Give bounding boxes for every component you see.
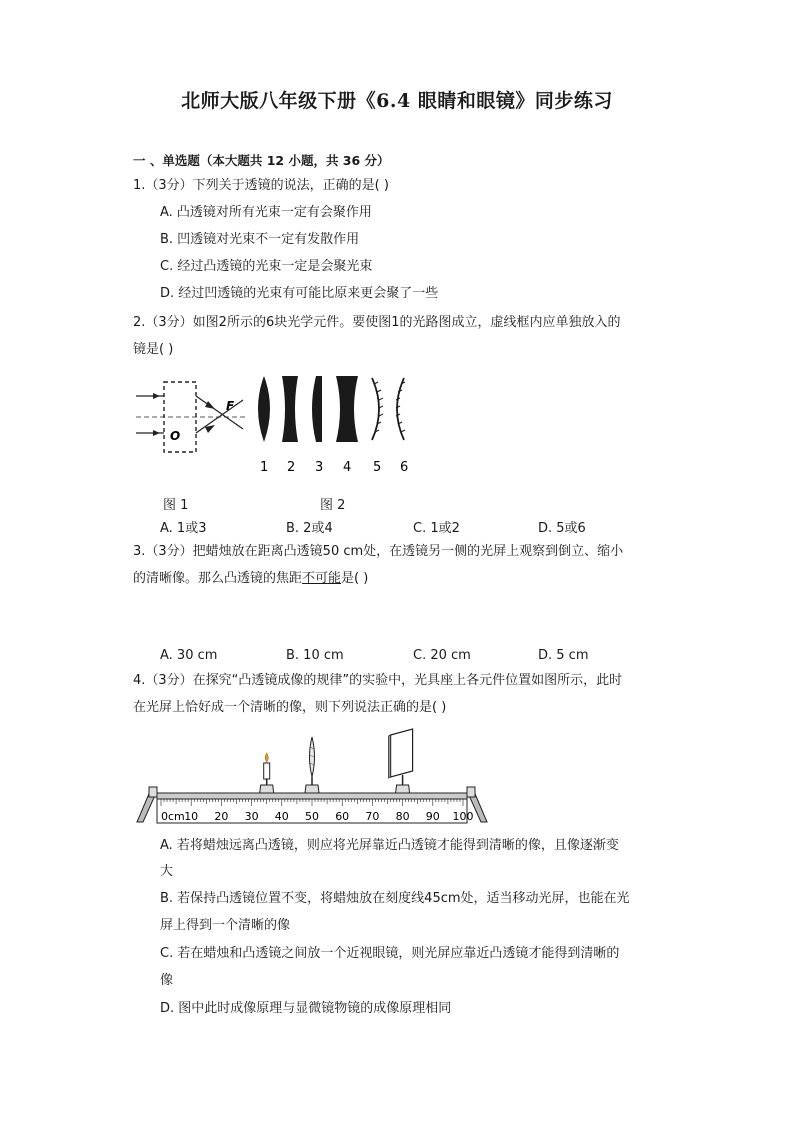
question-3-option-d: D. 5 cm — [538, 648, 589, 663]
lens-number-3: 3 — [315, 460, 324, 475]
outgoing-ray-top — [196, 396, 243, 429]
optical-center-label: O — [170, 429, 181, 443]
question-4-option-a-line-1: A. 若将蜡烛远离凸透镜，则应将光屏靠近凸透镜才能得到清晰的像，且像逐渐变 — [160, 838, 619, 853]
convex-lens — [305, 737, 319, 793]
bench-end-right — [467, 787, 475, 797]
ruler-tick-label: 60 — [335, 810, 350, 823]
question-1-option-a: A. 凸透镜对所有光束一定有会聚作用 — [160, 205, 372, 220]
lens-number-4: 4 — [343, 460, 352, 475]
question-4-stem-line-2: 在光屏上恰好成一个清晰的像，则下列说法正确的是( ) — [133, 700, 447, 715]
lens-3-convex — [312, 376, 322, 442]
figure-2-optical-elements — [252, 372, 420, 477]
optical-bench-figure — [133, 727, 491, 827]
lens-number-1: 1 — [260, 460, 269, 475]
question-4-option-c-line-2: 像 — [160, 973, 174, 988]
question-3-stem-emphasis: 不可能 — [302, 571, 342, 586]
question-2-stem-line-1: 2.（3分）如图2所示的6块光学元件。要使图1的光路图成立，虚线框内应单独放入的 — [133, 315, 621, 330]
ruler-tick-label: 10 — [184, 810, 199, 823]
bench-rail — [157, 793, 467, 799]
ruler-tick-label: 90 — [425, 810, 440, 823]
question-3-option-a: A. 30 cm — [160, 648, 218, 663]
question-3-stem-line-2 — [133, 565, 368, 592]
question-3-option-b: B. 10 cm — [286, 648, 344, 663]
ruler-tick-label: 20 — [214, 810, 229, 823]
question-3-stem-post: 是( ) — [341, 571, 369, 586]
question-3-option-c: C. 20 cm — [413, 648, 471, 663]
ruler-tick-label: 30 — [244, 810, 259, 823]
arrow-icon — [153, 430, 160, 436]
candle — [260, 753, 274, 793]
figure-1-light-path — [133, 372, 253, 457]
bench-end-left — [149, 787, 157, 797]
section-header: 一 、单选题（本大题共 12 小题，共 36 分） — [133, 153, 390, 168]
arrow-icon — [153, 393, 160, 399]
lens-number-6: 6 — [400, 460, 409, 475]
question-2-stem-line-2: 镜是( ) — [133, 342, 174, 357]
light-screen — [389, 729, 413, 793]
question-1-option-c: C. 经过凸透镜的光束一定是会聚光束 — [160, 259, 373, 274]
page-title: 北师大版八年级下册《6.4 眼睛和眼镜》同步练习 — [181, 90, 613, 112]
ruler-tick-label: 0cm — [161, 810, 185, 823]
arrow-icon — [205, 401, 215, 409]
question-2-option-c: C. 1或2 — [413, 521, 460, 536]
lens-2-concave — [282, 376, 298, 442]
lens-4-biconcave — [336, 376, 358, 442]
focus-label: F — [226, 399, 235, 413]
question-4-option-d-line-1: D. 图中此时成像原理与显微镜物镜的成像原理相同 — [160, 1001, 452, 1016]
question-4-option-b-line-1: B. 若保持凸透镜位置不变，将蜡烛放在刻度线45cm处，适当移动光屏，也能在光 — [160, 891, 630, 906]
question-3-stem-line-1: 3.（3分）把蜡烛放在距离凸透镜50 cm处，在透镜另一侧的光屏上观察到倒立、缩小 — [133, 544, 624, 559]
lens-1-biconvex — [258, 376, 270, 442]
question-4-option-c-line-1: C. 若在蜡烛和凸透镜之间放一个近视眼镜，则光屏应靠近凸透镜才能得到清晰的 — [160, 946, 620, 961]
question-2-option-b: B. 2或4 — [286, 521, 333, 536]
question-3-stem-pre: 的清晰像。那么凸透镜的焦距 — [133, 571, 303, 586]
lens-number-2: 2 — [287, 460, 296, 475]
question-4-stem-line-1: 4.（3分）在探究“凸透镜成像的规律”的实验中，光具座上各元件位置如图所示，此时 — [133, 673, 623, 688]
question-1-stem: 1.（3分）下列关于透镜的说法，正确的是( ) — [133, 178, 389, 193]
ruler-tick-label: 70 — [365, 810, 380, 823]
figure-1-caption: 图 1 — [163, 498, 189, 513]
ruler-tick-label: 80 — [395, 810, 410, 823]
question-4-option-a-line-2: 大 — [160, 864, 174, 879]
question-2-option-d: D. 5或6 — [538, 521, 586, 536]
question-4-option-b-line-2: 屏上得到一个清晰的像 — [160, 918, 291, 933]
lens-number-5: 5 — [373, 460, 382, 475]
figure-2-caption: 图 2 — [320, 498, 346, 513]
question-1-option-d: D. 经过凹透镜的光束有可能比原来更会聚了一些 — [160, 286, 439, 301]
ruler-tick-label: 100 — [452, 810, 474, 823]
ruler-tick-label: 40 — [274, 810, 289, 823]
question-2-option-a: A. 1或3 — [160, 521, 207, 536]
outgoing-ray-bottom — [196, 400, 243, 433]
ruler-tick-label: 50 — [305, 810, 319, 823]
question-1-option-b: B. 凹透镜对光束不一定有发散作用 — [160, 232, 360, 247]
